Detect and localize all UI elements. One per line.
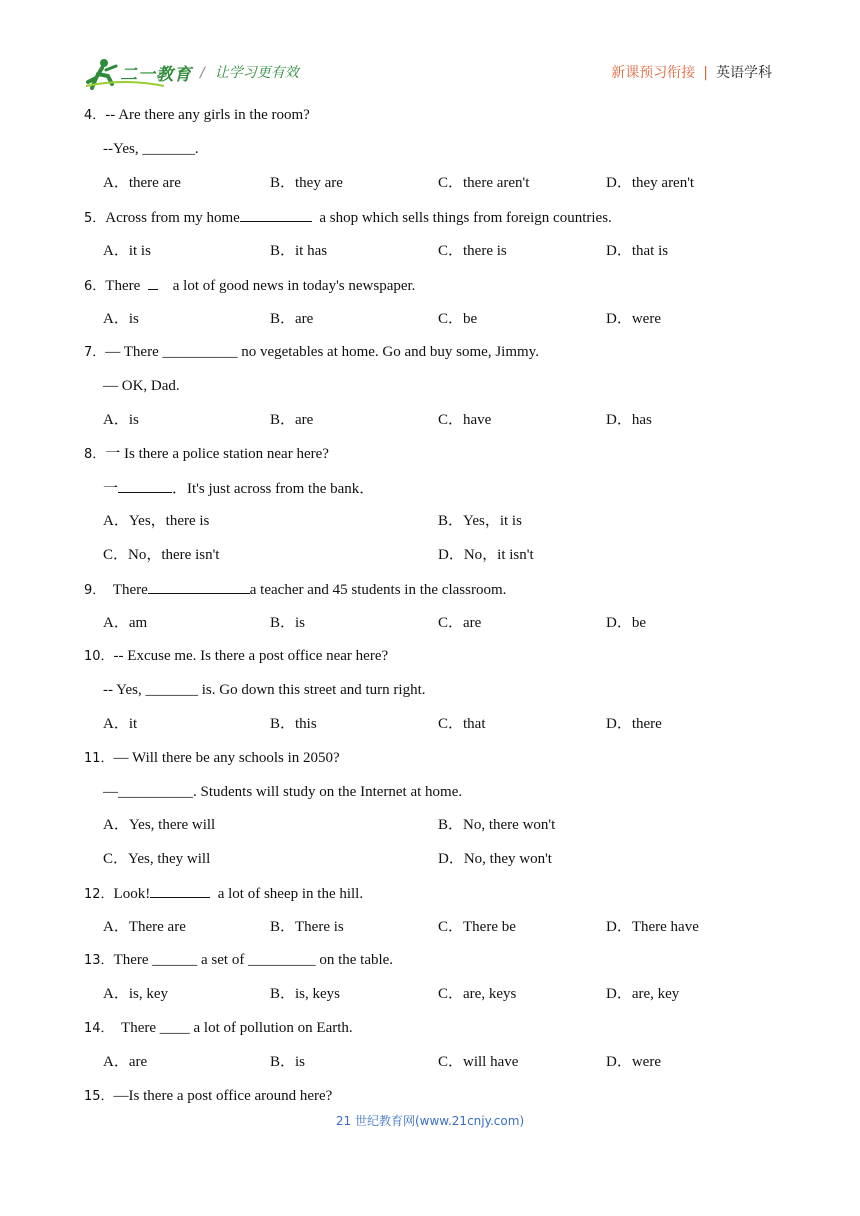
course-label: 新课预习衔接: [611, 65, 696, 81]
question-13-stem: 13．There ______ a set of _________ on the table.: [84, 952, 394, 968]
question-12-stem: 12．Look! a lot of sheep in the hill.: [84, 883, 363, 905]
question-10-option-c[interactable]: C．that: [438, 716, 486, 732]
question-8-option-b[interactable]: B．Yes，it is: [438, 513, 522, 529]
question-4-option-a[interactable]: A．there are: [103, 175, 181, 191]
question-5-stem: 5．Across from my home a shop which sells things from foreign countries.: [84, 207, 612, 229]
question-4-stem: 4．-- Are there any girls in the room?: [84, 107, 310, 123]
question-4-option-c[interactable]: C．there aren't: [438, 175, 530, 191]
question-5-option-c[interactable]: C．there is: [438, 243, 507, 259]
question-6-stem: 6．There a lot of good news in today's newspaper.: [84, 275, 415, 297]
question-10-reply: -- Yes, _______ is. Go down this street and turn right.: [103, 682, 426, 698]
question-11-option-b[interactable]: B．No, there won't: [438, 817, 556, 833]
question-9-stem: 9． There a teacher and 45 students in the classroom.: [84, 579, 506, 601]
subject-label: 英语学科: [716, 65, 772, 81]
question-8-reply: 一 ．It's just across from the bank．: [103, 478, 374, 499]
question-9-option-a[interactable]: A．am: [103, 615, 148, 631]
question-5-option-a[interactable]: A．it is: [103, 243, 151, 259]
question-11-option-d[interactable]: D．No, they won't: [438, 851, 552, 867]
page-header: [0, 0, 860, 100]
question-14-option-b[interactable]: B．is: [270, 1054, 306, 1070]
question-11-reply: —__________. Students will study on the Internet at home.: [103, 784, 463, 800]
question-10-option-d[interactable]: D．there: [606, 716, 662, 732]
question-15-stem: 15．—Is there a post office around here?: [84, 1088, 333, 1104]
question-13-option-a[interactable]: A．is, key: [103, 986, 168, 1002]
question-7-stem: 7．— There __________ no vegetables at home. Go and buy some, Jimmy.: [84, 344, 539, 360]
question-7-option-c[interactable]: C．have: [438, 412, 492, 428]
question-9-option-d[interactable]: D．be: [606, 615, 646, 631]
question-10-option-b[interactable]: B．this: [270, 716, 317, 732]
question-12-option-a[interactable]: A．There are: [103, 919, 186, 935]
question-8-option-d[interactable]: D．No，it isn't: [438, 547, 534, 563]
question-11-option-c[interactable]: C．Yes, they will: [103, 851, 211, 867]
question-13-option-b[interactable]: B．is, keys: [270, 986, 341, 1002]
question-7-option-a[interactable]: A．is: [103, 412, 139, 428]
question-11-stem: 11．— Will there be any schools in 2050?: [84, 750, 340, 766]
question-13-option-c[interactable]: C．are, keys: [438, 986, 517, 1002]
question-4-reply: --Yes, _______.: [103, 141, 199, 157]
header-course-info: 新课预习衔接 | 英语学科: [611, 65, 772, 81]
question-14-option-a[interactable]: A．are: [103, 1054, 148, 1070]
question-10-stem: 10．-- Excuse me. Is there a post office near here?: [84, 648, 389, 664]
slogan: / 让学习更有效: [200, 65, 299, 81]
question-13-option-d[interactable]: D．are, key: [606, 986, 680, 1002]
question-6-option-c[interactable]: C．be: [438, 311, 478, 327]
question-6-option-d[interactable]: D．were: [606, 311, 661, 327]
page-footer[interactable]: 21 世纪教育网(www.21cnjy.com): [335, 1114, 525, 1128]
question-14-stem: 14． There ____ a lot of pollution on Earth.: [84, 1020, 353, 1036]
question-11-option-a[interactable]: A．Yes, there will: [103, 817, 216, 833]
question-9-option-b[interactable]: B．is: [270, 615, 306, 631]
question-7-option-b[interactable]: B．are: [270, 412, 314, 428]
question-6-option-b[interactable]: B．are: [270, 311, 314, 327]
question-8-option-c[interactable]: C．No，there isn't: [103, 547, 220, 563]
question-9-option-c[interactable]: C．are: [438, 615, 482, 631]
question-7-reply: — OK, Dad.: [103, 378, 180, 394]
question-12-option-d[interactable]: D．There have: [606, 919, 699, 935]
logo-text: 二一教育: [120, 65, 192, 85]
question-14-option-d[interactable]: D．were: [606, 1054, 661, 1070]
question-12-option-b[interactable]: B．There is: [270, 919, 344, 935]
question-12-option-c[interactable]: C．There be: [438, 919, 516, 935]
question-4-option-d[interactable]: D．they aren't: [606, 175, 695, 191]
question-10-option-a[interactable]: A．it: [103, 716, 138, 732]
question-14-option-c[interactable]: C．will have: [438, 1054, 519, 1070]
question-5-option-b[interactable]: B．it has: [270, 243, 328, 259]
question-5-option-d[interactable]: D．that is: [606, 243, 669, 259]
question-8-option-a[interactable]: A．Yes，there is: [103, 513, 210, 529]
question-4-option-b[interactable]: B．they are: [270, 175, 343, 191]
question-6-option-a[interactable]: A．is: [103, 311, 139, 327]
question-8-stem: 8．一 Is there a police station near here?: [84, 446, 329, 462]
question-7-option-d[interactable]: D．has: [606, 412, 652, 428]
